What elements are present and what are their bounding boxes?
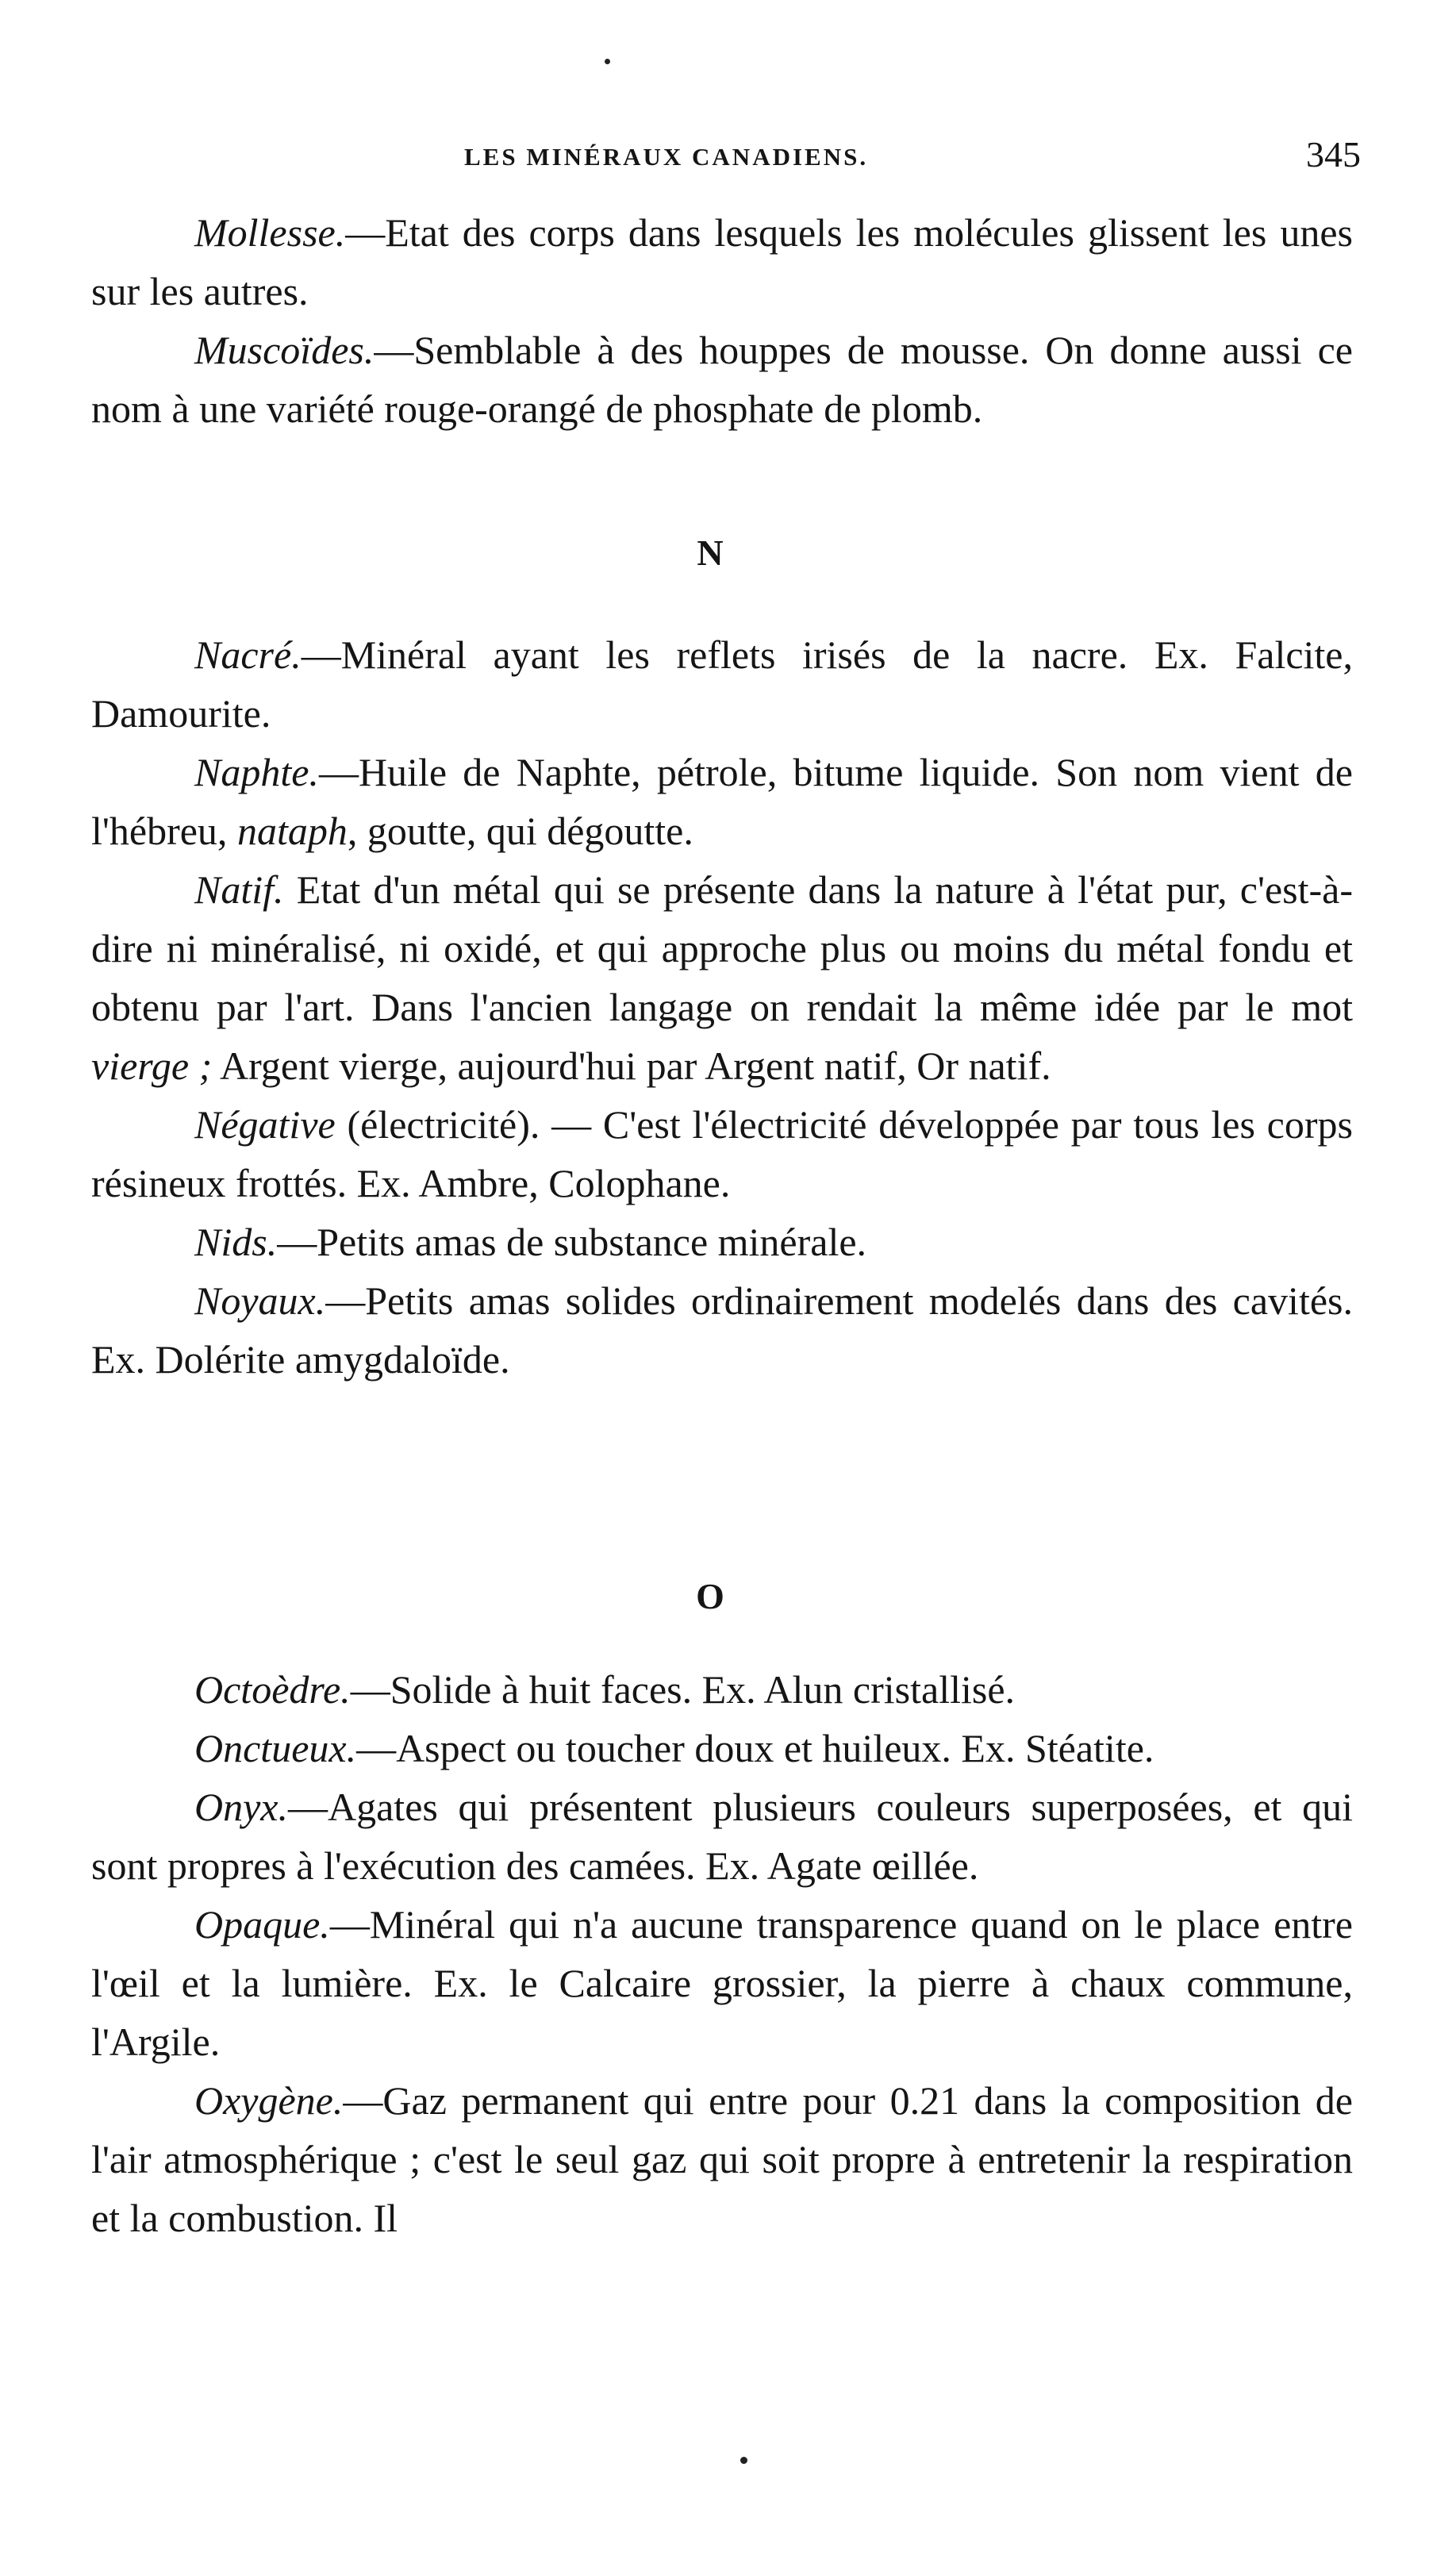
entry-term: Onyx.: [194, 1785, 288, 1829]
entry-term: Oxygène.: [194, 2078, 344, 2123]
running-head: [91, 133, 1361, 181]
section-letter-o: O: [696, 1576, 724, 1616]
entry-term: Opaque.: [194, 1902, 330, 1947]
entry-definition-end: Argent vierge, aujourd'hui par Argent natif, Or natif.: [212, 1043, 1051, 1088]
glossary-entry: [91, 2071, 1353, 2247]
section-n: [91, 625, 1353, 1389]
glossary-entry: [91, 1271, 1353, 1389]
entry-term: Nacré.: [194, 632, 302, 677]
entry-italic-word: vierge ;: [91, 1043, 213, 1088]
glossary-entry: [91, 1095, 1353, 1213]
entry-italic-word: nataph: [236, 809, 348, 853]
entry-term: Nids.: [194, 1220, 278, 1264]
glossary-entry: [91, 743, 1353, 860]
glossary-entry: [91, 1895, 1353, 2071]
entry-term: Natif.: [194, 867, 284, 912]
entry-term: Muscoïdes.: [194, 328, 375, 372]
glossary-entry: [91, 625, 1353, 743]
entry-definition: —Petits amas de substance minérale.: [277, 1220, 867, 1264]
entry-term: Naphte.: [194, 750, 319, 794]
entry-definition: —Minéral ayant les reflets irisés de la nacre. Ex. Falcite, Damourite.: [91, 632, 1353, 736]
entry-definition: (électricité). — C'est l'électricité développée par tous les corps résineux frottés. Ex. Ambre, Colophane.: [91, 1102, 1353, 1205]
page-number: 345: [1306, 134, 1361, 175]
entry-definition: —Etat des corps dans lesquels les molécules glissent les unes sur les autres.: [91, 210, 1353, 313]
entry-definition: —Huile de Naphte, pétrole, bitume liquide. Son nom vient de l'hébreu,: [91, 750, 1353, 853]
entry-term: Noyaux.: [194, 1278, 326, 1323]
glossary-entry: [91, 203, 1353, 321]
entry-definition: —Semblable à des houppes de mousse. On donne aussi ce nom à une variété rouge-orangé de phosphate de plomb.: [91, 328, 1353, 431]
entry-definition: —Solide à huit faces. Ex. Alun cristallisé.: [350, 1667, 1016, 1712]
entry-definition: Etat d'un métal qui se présente dans la nature à l'état pur, c'est-à-dire ni minéralisé, ni oxidé, et qui approche plus ou moins du métal fondu et obtenu par l'art. Dans l'ancien langage on rendait la même idée par le mot: [91, 867, 1353, 1029]
section-o: [91, 1660, 1353, 2247]
entry-definition: —Gaz permanent qui entre pour 0.21 dans la composition de l'air atmosphérique ; c'est le seul gaz qui soit propre à entretenir la respiration et la combustion. Il: [91, 2078, 1353, 2240]
glossary-entry: [91, 1778, 1353, 1895]
glossary-entry: [91, 1719, 1353, 1778]
section-letter-n: N: [697, 532, 724, 573]
entry-definition: —Aspect ou toucher doux et huileux. Ex. Stéatite.: [356, 1726, 1154, 1770]
entry-term: Octoèdre.: [194, 1667, 351, 1712]
entry-term: Négative: [194, 1102, 336, 1147]
ink-speck: [740, 2457, 747, 2464]
entry-definition: —Agates qui présentent plusieurs couleurs superposées, et qui sont propres à l'exécution des camées. Ex. Agate œillée.: [91, 1785, 1353, 1888]
entry-term: Mollesse.: [194, 210, 346, 255]
glossary-entry: [91, 1660, 1353, 1719]
section-m: [91, 203, 1353, 438]
glossary-entry: [91, 860, 1353, 1095]
glossary-entry: [91, 1213, 1353, 1271]
entry-term: Onctueux.: [194, 1726, 357, 1770]
ink-speck: [605, 59, 610, 64]
entry-definition: —Petits amas solides ordinairement modelés dans des cavités. Ex. Dolérite amygdaloïde.: [91, 1278, 1353, 1382]
entry-definition-end: , goutte, qui dégoutte.: [347, 809, 693, 853]
glossary-entry: [91, 321, 1353, 438]
running-title: LES MINÉRAUX CANADIENS.: [464, 143, 869, 171]
entry-definition: —Minéral qui n'a aucune transparence quand on le place entre l'œil et la lumière. Ex. le Calcaire grossier, la pierre à chaux commune, l'Argile.: [91, 1902, 1353, 2064]
